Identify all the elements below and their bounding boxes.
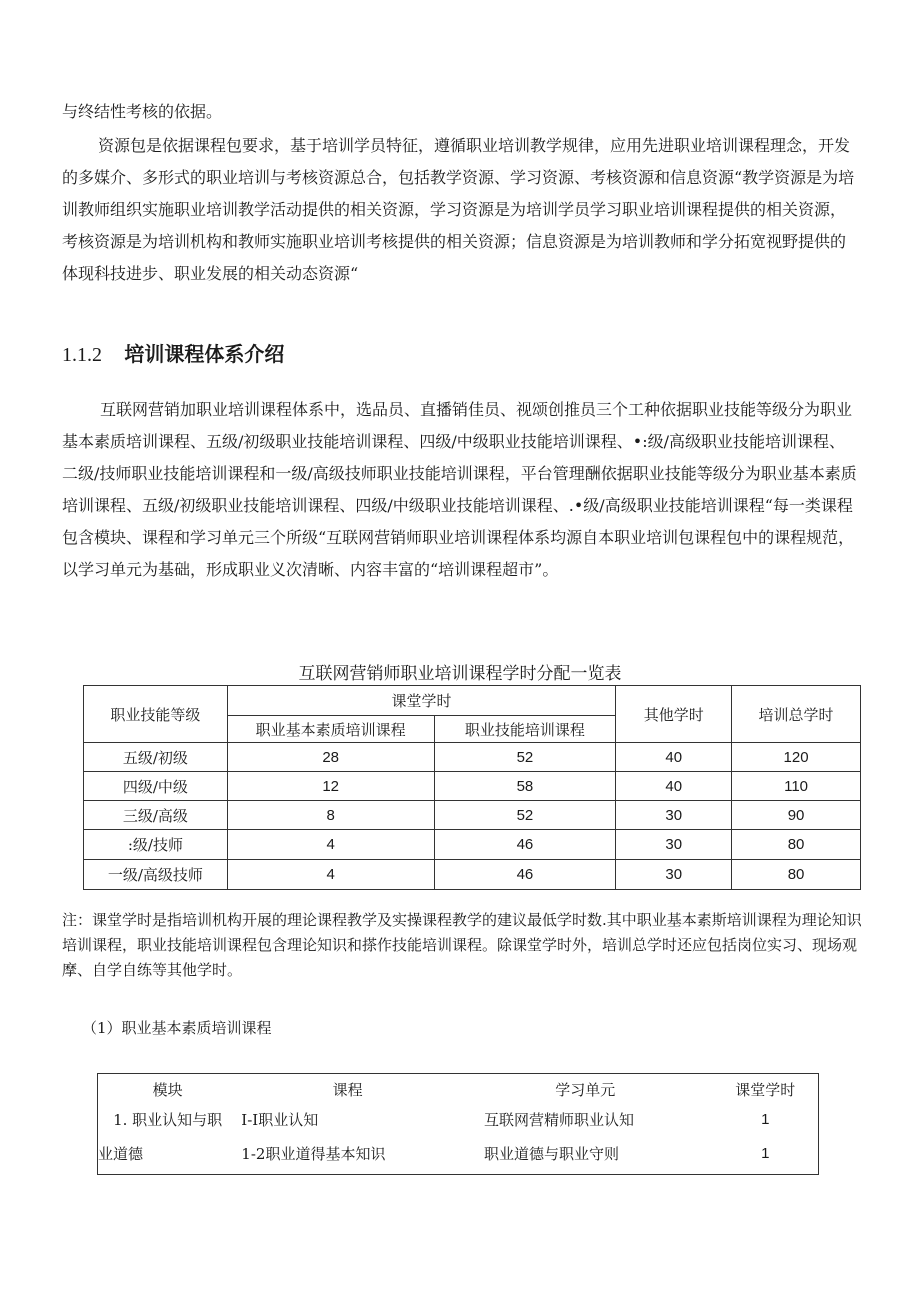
cell-skill-hours: 52 [434,743,616,772]
section-title: 培训课程体系介绍 [124,342,285,366]
hours-table [83,685,861,890]
table-header-row [98,1074,819,1105]
cell-course: I-I职业认知 [241,1110,319,1129]
cell-skill-hours: 52 [434,801,616,830]
cell-basic-hours: 12 [227,772,434,801]
cell-total-hours: 90 [732,801,861,830]
header-skill: 职业技能培训课程 [434,716,616,743]
module-line-1: 1. 职业认知与职 [113,1110,223,1129]
cell-total-hours: 110 [732,772,861,801]
header-total: 培训总学时 [732,686,861,743]
cell-level: 五级/初级 [84,743,228,772]
cell-other-hours: 30 [616,860,732,890]
cell-other-hours: 30 [616,830,732,860]
header-unit: 学习单元 [555,1080,616,1099]
cell-unit: 职业道德与职业守则 [483,1145,619,1164]
cell-basic-hours: 28 [227,743,434,772]
basic-course-table [97,1073,819,1175]
table-row [84,743,861,772]
cell-level: 一级/高级技师 [84,860,228,890]
header-level: 职业技能等级 [84,686,228,743]
cell-other-hours: 40 [616,743,732,772]
cell-basic-hours: 4 [227,860,434,890]
cell-unit: 互联网营精师职业认知 [483,1110,634,1129]
header-course: 课程 [332,1080,363,1099]
resources-paragraph: 资源包是依据课程包要求，基于培训学员特征，遵循职业培训教学规律，应用先进职业培训课程理念，开发的多媒介、多形式的职业培训与考核资源总合，包括教学资源、学习资源、考核资源和信息资源“教学资源是为培训教师组织实施职业培训教学活动提供的相关资源，学习资源是为培训学员学习职业培训课程提供的相关资源，考核资源是为培训机构和教师实施职业培训考核提供的相关资源；信息资源是为培训教师和学分拓宽视野提供的体现科技进步、职业发展的相关动态资源“ [62,136,855,283]
table-note: 注：课堂学时是指培训机构开展的理论课程教学及实操课程教学的建议最低学时数.其中职业基本素斯培训课程为理论知识培训课程，职业技能培训课程包含理论知识和搽作技能培训课程。除课堂学时外，培训总学时还应包括岗位实习、现场观摩、自学自练等其他学时。 [62,911,862,979]
cell-skill-hours: 46 [434,860,616,890]
cell-total-hours: 80 [732,860,861,890]
cell-level: :级/技师 [84,830,228,860]
module-line-2: 业道德 [98,1145,144,1164]
header-other: 其他学时 [616,686,732,743]
table-row [84,860,861,890]
table-row [84,772,861,801]
table-row [84,801,861,830]
table-header-row [84,686,861,716]
section-heading [62,338,284,367]
basic-course-subheading: （1）职业基本素质培训课程 [82,1019,272,1037]
cell-other-hours: 40 [616,772,732,801]
section-number: 1.1.2 [62,344,102,366]
cell-basic-hours: 4 [227,830,434,860]
hours-table-title: 互联网营销师职业培训课程学时分配一览表 [298,664,622,684]
cell-skill-hours: 46 [434,830,616,860]
cell-level: 四级/中级 [84,772,228,801]
header-classroom: 课堂学时 [227,686,615,716]
table-row [84,830,861,860]
cell-total-hours: 80 [732,830,861,860]
header-hours: 课堂学时 [735,1080,796,1099]
cell-hours: 1 [761,1110,770,1128]
course-system-paragraph: 互联网营销加职业培训课程体系中，选品员、直播销佳员、视颂创推员三个工种依据职业技能等级分为职业基本素质培训课程、五级/初级职业技能培训课程、四级/中级职业技能培训课程、•:级/高级职业技能培训课程、二级/技师职业技能培训课程和一级/高级技师职业技能培训课程，平台管理酬依据职业技能等级分为职业基本素质培训课程、五级/初级职业技能培训课程、四级/中级职业技能培训课程、.•级/高级职业技能培训课程“每一类课程包含模块、课程和学习单元三个所级“互联网营销师职业培训课程体系均源自本职业培训包课程包中的课程规范，以学习单元为基础，形成职业义次清晰、内容丰富的“培训课程超市”。 [62,400,857,579]
table-row [98,1134,819,1174]
intro-tail-paragraph: 与终结性考核的依据。 [62,102,223,121]
cell-skill-hours: 58 [434,772,616,801]
cell-course: 1-2职业道得基本知识 [241,1145,386,1164]
header-basic: 职业基本素质培训课程 [227,716,434,743]
cell-basic-hours: 8 [227,801,434,830]
table-row [98,1104,819,1134]
cell-hours: 1 [761,1145,770,1163]
header-module: 模块 [152,1080,183,1099]
cell-other-hours: 30 [616,801,732,830]
cell-total-hours: 120 [732,743,861,772]
cell-level: 三级/高级 [84,801,228,830]
